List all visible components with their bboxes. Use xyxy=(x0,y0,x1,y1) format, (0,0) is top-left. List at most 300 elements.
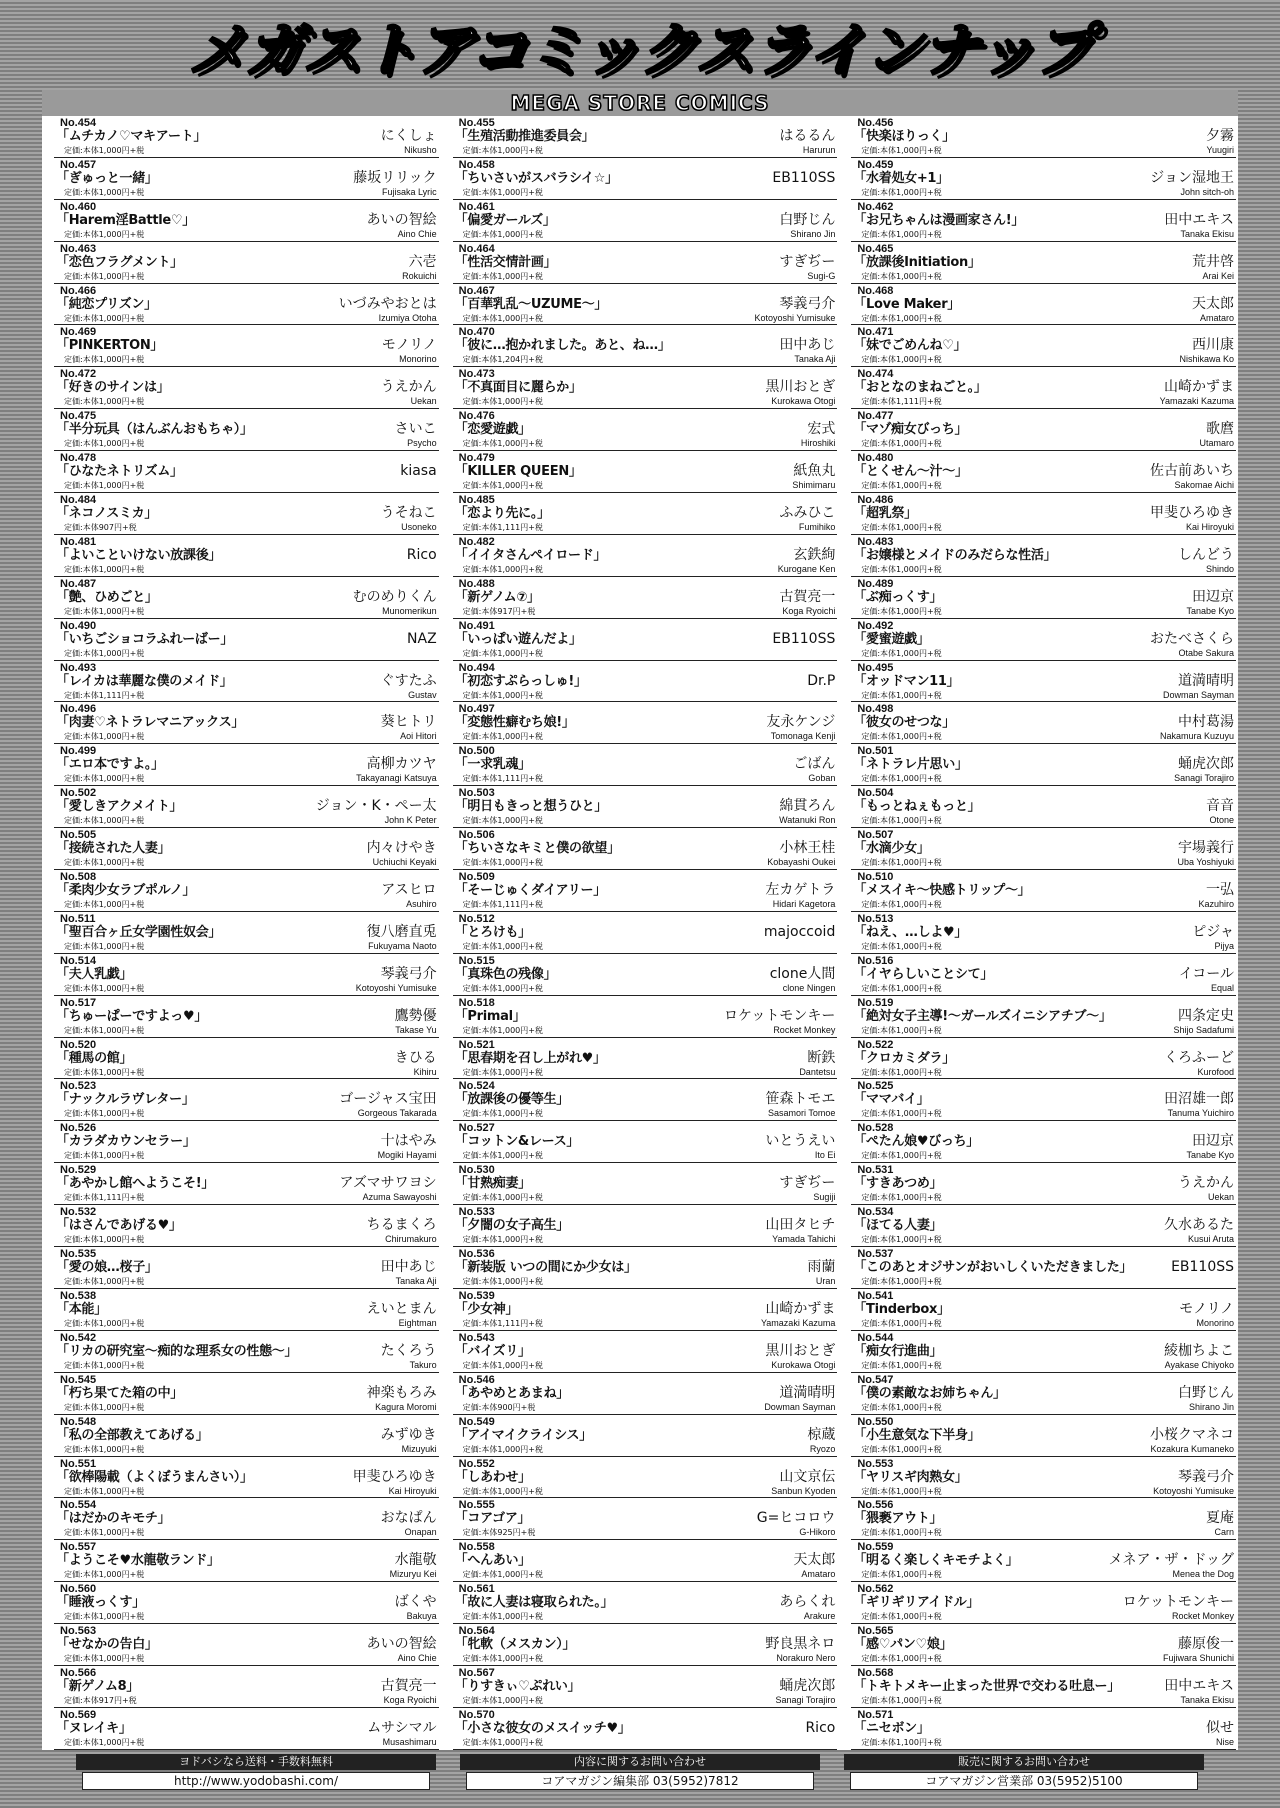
book-title: 「私の全部教えてあげる」 xyxy=(56,1427,209,1443)
book-entry xyxy=(54,1331,439,1373)
book-entry xyxy=(851,535,1236,577)
book-author: 夏庵 xyxy=(1206,1510,1235,1527)
book-author: 山崎かずま xyxy=(765,1300,836,1317)
book-author: きひる xyxy=(394,1049,437,1066)
book-entry xyxy=(453,242,838,284)
book-author-romaji: Yuugiri xyxy=(1206,145,1235,155)
book-author: ジョン・K・ペー太 xyxy=(315,798,437,815)
book-price: 定価:本体1,000円+税 xyxy=(64,1654,145,1664)
book-entry xyxy=(54,158,439,200)
book-price: 定価:本体1,000円+税 xyxy=(861,1109,942,1119)
book-author-romaji: Takase Yu xyxy=(395,1024,437,1035)
book-price: 定価:本体1,000円+税 xyxy=(861,187,942,197)
book-number: No.543 xyxy=(458,1331,495,1344)
book-entry xyxy=(851,619,1236,661)
book-author: 甲斐ひろゆき xyxy=(1150,505,1235,522)
book-number: No.460 xyxy=(60,200,97,213)
book-author: 鷹勢優 xyxy=(394,1007,437,1024)
book-price: 定価:本体1,000円+税 xyxy=(861,1151,942,1161)
book-entry xyxy=(453,1373,838,1415)
book-title: 「そーじゅくダイアリー」 xyxy=(454,883,606,899)
book-title: 「はさんであげる♥」 xyxy=(56,1218,182,1234)
book-title: 「純恋プリズン」 xyxy=(56,296,157,312)
book-author: 水龍敬 xyxy=(394,1552,437,1569)
book-author: くろふーど xyxy=(1164,1049,1235,1066)
book-author-romaji: Tanaka Ekisu xyxy=(1180,228,1235,239)
book-number: No.551 xyxy=(60,1457,97,1470)
book-entry xyxy=(851,1373,1236,1415)
book-author-romaji: Munomerikun xyxy=(382,605,437,616)
book-author-romaji: Sanagi Torajiro xyxy=(1174,773,1235,784)
book-price: 定価:本体1,000円+税 xyxy=(462,816,543,826)
book-author: たくろう xyxy=(380,1342,437,1359)
book-title: 「ようこそ♥水龍敬ランド」 xyxy=(56,1553,220,1569)
book-number: No.477 xyxy=(857,410,894,423)
book-title: 「オッドマン11」 xyxy=(853,673,960,689)
book-entry xyxy=(54,954,439,996)
book-number: No.516 xyxy=(857,954,894,967)
book-price: 定価:本体1,000円+税 xyxy=(462,983,543,993)
book-entry xyxy=(453,996,838,1038)
book-author-romaji: Gorgeous Takarada xyxy=(357,1108,437,1119)
book-title: 「イヤらしいことシて」 xyxy=(853,966,994,982)
book-price: 定価:本体1,000円+税 xyxy=(462,1360,543,1370)
book-title: 「はだかのキモチ」 xyxy=(56,1511,171,1527)
book-price: 定価:本体1,000円+税 xyxy=(64,439,145,449)
book-author-romaji: Sasamori Tomoe xyxy=(767,1108,836,1119)
book-author: 田中エキス xyxy=(1164,1677,1235,1694)
book-price: 定価:本体1,000円+税 xyxy=(861,146,942,155)
book-price: 定価:本体1,000円+税 xyxy=(462,732,543,742)
book-author-romaji: Equal xyxy=(1210,982,1235,993)
book-number: No.521 xyxy=(458,1038,495,1051)
book-title: 「へんあい」 xyxy=(454,1553,531,1569)
book-author: EB110SS xyxy=(1171,1259,1235,1276)
book-number: No.538 xyxy=(60,1289,97,1302)
book-author: あいの智絵 xyxy=(366,211,437,228)
book-title: 「バイズリ」 xyxy=(454,1343,531,1359)
book-author-romaji: Mogiki Hayami xyxy=(377,1150,437,1161)
book-author-romaji: Mizuryu Kei xyxy=(389,1569,437,1580)
book-entry xyxy=(453,158,838,200)
book-entry xyxy=(851,493,1236,535)
book-entry xyxy=(54,242,439,284)
book-author-romaji: Goban xyxy=(808,773,836,784)
book-entry xyxy=(54,409,439,451)
book-author: 中村葛湯 xyxy=(1178,714,1235,731)
book-author: 宇場義行 xyxy=(1178,840,1235,857)
book-price: 定価:本体1,000円+税 xyxy=(462,858,543,868)
book-number: No.474 xyxy=(857,368,894,381)
book-title: 「夕闇の女子高生」 xyxy=(454,1218,569,1234)
book-author-romaji: Otabe Sakura xyxy=(1178,647,1235,658)
book-price: 定価:本体1,000円+税 xyxy=(64,606,145,616)
book-author-romaji: Yamazaki Kazuma xyxy=(760,1317,836,1328)
book-title: 「夫人乳戯」 xyxy=(56,966,133,982)
book-title: 「エロ本ですよ。」 xyxy=(56,757,164,773)
book-number: No.473 xyxy=(458,368,495,381)
book-price: 定価:本体1,000円+税 xyxy=(861,313,942,323)
book-author: 宏式 xyxy=(807,421,836,438)
footer-url-link[interactable]: http://www.yodobashi.com/ xyxy=(82,1772,430,1790)
book-entry xyxy=(54,493,439,535)
book-price: 定価:本体1,111円+税 xyxy=(462,1318,543,1328)
book-number: No.471 xyxy=(857,326,894,339)
book-price: 定価:本体1,000円+税 xyxy=(861,1067,942,1077)
book-author: すぎぢー xyxy=(779,253,836,270)
book-price: 定価:本体1,000円+税 xyxy=(64,481,145,491)
book-title: 「トキトメキー止まった世界で交わる吐息ー」 xyxy=(853,1678,1120,1694)
book-price: 定価:本体1,000円+税 xyxy=(64,1360,145,1370)
book-number: No.545 xyxy=(60,1373,97,1386)
book-number: No.464 xyxy=(458,242,495,255)
book-title: 「牝軟（メスカン）」 xyxy=(454,1637,576,1653)
book-title: 「イイタさんペイロード」 xyxy=(454,547,607,563)
footer xyxy=(72,1754,1208,1794)
book-number: No.503 xyxy=(458,787,495,800)
book-author-romaji: Shirano Jin xyxy=(790,228,836,239)
book-price: 定価:本体1,000円+税 xyxy=(462,1486,543,1496)
book-title: 「僕の素敵なお姉ちゃん」 xyxy=(853,1385,1006,1401)
book-number: No.548 xyxy=(60,1415,97,1428)
book-entry xyxy=(54,1079,439,1121)
book-number: No.488 xyxy=(458,577,495,590)
book-entry xyxy=(54,1540,439,1582)
book-title: 「半分玩具（はんぶんおもちゃ）」 xyxy=(56,422,253,438)
book-entry xyxy=(453,1498,838,1540)
book-title: 「放課後Initiation」 xyxy=(853,254,981,270)
book-number: No.484 xyxy=(60,494,97,507)
book-price: 定価:本体1,000円+税 xyxy=(64,1277,145,1287)
book-author-romaji: Gustav xyxy=(408,689,437,700)
book-title: 「あやめとあまね」 xyxy=(454,1385,569,1401)
book-author-romaji: Rocket Monkey xyxy=(773,1024,836,1035)
book-author-romaji: Norakuro Nero xyxy=(776,1653,836,1664)
book-number: No.490 xyxy=(60,619,97,632)
book-entry xyxy=(851,1708,1236,1750)
book-title: 「お兄ちゃんは漫画家さん!」 xyxy=(853,212,1025,228)
book-price: 定価:本体1,000円+税 xyxy=(64,1528,145,1538)
book-author: EB110SS xyxy=(772,630,836,647)
book-author: 白野じん xyxy=(779,211,836,228)
book-author: モノリノ xyxy=(381,337,437,354)
book-entry xyxy=(453,912,838,954)
book-author: 雨蘭 xyxy=(807,1259,836,1276)
book-price: 定価:本体1,000円+税 xyxy=(462,146,543,155)
book-author-romaji: Utamaro xyxy=(1199,438,1235,449)
book-author: 神楽もろみ xyxy=(366,1384,437,1401)
book-title: 「本能」 xyxy=(56,1301,107,1317)
book-entry xyxy=(453,1247,838,1289)
book-price: 定価:本体1,000円+税 xyxy=(462,1612,543,1622)
book-author: 琴義弓介 xyxy=(1178,1468,1235,1485)
book-entry xyxy=(851,1666,1236,1708)
book-number: No.539 xyxy=(458,1289,495,1302)
book-price: 定価:本体1,000円+税 xyxy=(64,1109,145,1119)
book-title: 「いっぱい遊んだよ」 xyxy=(454,631,582,647)
book-number: No.563 xyxy=(60,1625,97,1638)
book-number: No.504 xyxy=(857,787,894,800)
book-author-romaji: Onapan xyxy=(404,1527,437,1538)
book-price: 定価:本体1,000円+税 xyxy=(462,1695,543,1705)
book-price: 定価:本体1,000円+税 xyxy=(861,606,942,616)
book-author-romaji: Eightman xyxy=(398,1317,437,1328)
book-number: No.507 xyxy=(857,829,894,842)
book-author-romaji: Hidari Kagetora xyxy=(772,899,836,910)
book-price: 定価:本体1,204円+税 xyxy=(462,355,543,365)
book-price: 定価:本体1,000円+税 xyxy=(462,941,543,951)
book-title: 「とくせん～汁～」 xyxy=(853,464,968,480)
book-number: No.492 xyxy=(857,619,894,632)
book-author: NAZ xyxy=(407,630,437,647)
book-number: No.547 xyxy=(857,1373,894,1386)
book-price: 定価:本体1,000円+税 xyxy=(64,397,145,407)
book-title: 「カラダカウンセラー」 xyxy=(56,1134,196,1150)
book-author-romaji: Tanaka Aji xyxy=(395,1276,437,1287)
book-title: 「あやかし館へようこそ!」 xyxy=(56,1176,215,1192)
book-author-romaji: Sanbun Kyoden xyxy=(771,1485,836,1496)
book-number: No.478 xyxy=(60,452,97,465)
book-author: うそねこ xyxy=(380,505,437,522)
book-author: 黒川おとぎ xyxy=(765,379,836,396)
book-entry xyxy=(453,409,838,451)
book-entry xyxy=(453,451,838,493)
book-entry xyxy=(851,200,1236,242)
book-author-romaji: Sakomae Aichi xyxy=(1174,480,1235,491)
book-entry xyxy=(453,1457,838,1499)
book-author: いづみやおとは xyxy=(338,295,437,312)
book-price: 定価:本体1,000円+税 xyxy=(462,1277,543,1287)
book-author: おたべさくら xyxy=(1150,630,1235,647)
book-title: 「Harem淫Battle♡」 xyxy=(56,212,195,228)
book-entry xyxy=(851,116,1236,158)
book-price: 定価:本体1,000円+税 xyxy=(861,1486,942,1496)
book-entry xyxy=(851,409,1236,451)
book-author-romaji: Musashimaru xyxy=(382,1736,437,1747)
book-price: 定価:本体1,000円+税 xyxy=(64,983,145,993)
book-number: No.513 xyxy=(857,912,894,925)
book-entry xyxy=(453,1163,838,1205)
book-title: 「明日もきっと想うひと」 xyxy=(454,799,608,815)
book-price: 定価:本体1,111円+税 xyxy=(462,900,543,910)
book-title: 「KILLER QUEEN」 xyxy=(454,464,582,480)
book-title: 「PINKERTON」 xyxy=(56,338,164,354)
book-entry xyxy=(851,1247,1236,1289)
book-author-romaji: Takuro xyxy=(409,1359,437,1370)
book-entry xyxy=(851,1498,1236,1540)
book-title: 「ぎゅっと一緒」 xyxy=(56,170,158,186)
book-author-romaji: Kotoyoshi Yumisuke xyxy=(1153,1485,1235,1496)
book-number: No.533 xyxy=(458,1206,495,1219)
footer-phone: コアマガジン営業部 03(5952)5100 xyxy=(850,1772,1198,1790)
book-title: 「ほてる人妻」 xyxy=(853,1218,943,1234)
book-author-romaji: Uba Yoshiyuki xyxy=(1177,857,1235,868)
book-price: 定価:本体1,000円+税 xyxy=(64,271,145,281)
book-author-romaji: Nikusho xyxy=(404,145,437,155)
book-author: EB110SS xyxy=(772,169,836,186)
book-number: No.494 xyxy=(458,661,495,674)
book-title: 「ギリギリアイドル」 xyxy=(853,1595,980,1611)
book-number: No.528 xyxy=(857,1122,894,1135)
book-entry xyxy=(851,1121,1236,1163)
footer-sales-contact xyxy=(840,1754,1208,1790)
book-title: 「水着処女+1」 xyxy=(853,170,949,186)
book-entry xyxy=(54,744,439,786)
book-title: 「ひなたネトリズム」 xyxy=(56,464,183,480)
book-entry xyxy=(54,116,439,158)
book-price: 定価:本体1,000円+税 xyxy=(861,900,942,910)
book-title: 「一求乳魂」 xyxy=(454,757,531,773)
book-author: Rico xyxy=(805,1719,836,1736)
book-number: No.534 xyxy=(857,1206,894,1219)
book-number: No.455 xyxy=(458,117,495,129)
book-price: 定価:本体1,000円+税 xyxy=(861,1318,942,1328)
book-price: 定価:本体1,000円+税 xyxy=(462,648,543,658)
book-entry xyxy=(851,1624,1236,1666)
book-author: 西川康 xyxy=(1192,337,1235,354)
book-author: 古賀亮一 xyxy=(380,1677,437,1694)
book-author: 野良黒ネロ xyxy=(765,1636,836,1653)
book-price: 定価:本体900円+税 xyxy=(462,1402,536,1412)
book-author: 高柳カツヤ xyxy=(366,756,437,773)
book-title: 「恋より先に。」 xyxy=(454,506,550,522)
book-title: 「もっとねぇもっと」 xyxy=(853,799,981,815)
book-entry xyxy=(453,367,838,409)
book-author-romaji: Asuhiro xyxy=(406,899,437,910)
book-author: 田辺京 xyxy=(1192,1133,1235,1150)
book-entry xyxy=(851,744,1236,786)
book-author: 天太郎 xyxy=(1192,295,1235,312)
book-price: 定価:本体1,000円+税 xyxy=(861,941,942,951)
book-number: No.497 xyxy=(458,703,495,716)
book-author-romaji: Tanaka Aji xyxy=(794,354,836,365)
book-author: ふみひこ xyxy=(779,505,836,522)
book-author-romaji: Monorino xyxy=(1196,1317,1235,1328)
book-number: No.546 xyxy=(458,1373,495,1386)
book-number: No.549 xyxy=(458,1415,495,1428)
book-price: 定価:本体1,000円+税 xyxy=(462,1151,543,1161)
book-title: 「愛の娘…桜子」 xyxy=(56,1260,158,1276)
book-number: No.500 xyxy=(458,745,495,758)
book-author: Rico xyxy=(406,546,437,563)
book-price: 定価:本体1,000円+税 xyxy=(462,690,543,700)
book-price: 定価:本体1,111円+税 xyxy=(462,774,543,784)
book-number: No.525 xyxy=(857,1080,894,1093)
book-price: 定価:本体1,000円+税 xyxy=(462,1444,543,1454)
book-entry xyxy=(54,367,439,409)
book-title: 「思春期を召し上がれ♥」 xyxy=(454,1050,606,1066)
book-author: 琴義弓介 xyxy=(380,965,437,982)
book-title: 「ナックルラヴレター」 xyxy=(56,1092,195,1108)
book-price: 定価:本体1,000円+税 xyxy=(861,983,942,993)
book-author-romaji: Dowman Sayman xyxy=(1162,689,1235,700)
book-title: 「ヤリスギ肉熟女」 xyxy=(853,1469,968,1485)
book-entry xyxy=(453,535,838,577)
book-entry xyxy=(851,786,1236,828)
book-entry xyxy=(54,1038,439,1080)
book-entry xyxy=(453,954,838,996)
book-author: メネア・ザ・ドッグ xyxy=(1108,1552,1235,1569)
book-author-romaji: Amataro xyxy=(1200,312,1235,323)
book-price: 定価:本体1,000円+税 xyxy=(64,732,145,742)
book-entry xyxy=(54,1415,439,1457)
book-author-romaji: Koga Ryoichi xyxy=(782,605,836,616)
book-entry xyxy=(851,954,1236,996)
book-entry xyxy=(54,535,439,577)
book-entry xyxy=(453,577,838,619)
book-number: No.483 xyxy=(857,535,894,548)
footer-label: ヨドバシなら送料・手数料無料 xyxy=(76,1754,436,1770)
book-entry xyxy=(54,200,439,242)
book-number: No.536 xyxy=(458,1248,495,1261)
book-number: No.505 xyxy=(60,829,97,842)
book-price: 定価:本体1,000円+税 xyxy=(861,1444,942,1454)
book-entry xyxy=(54,661,439,703)
book-entry xyxy=(54,1289,439,1331)
book-number: No.496 xyxy=(60,703,97,716)
book-number: No.523 xyxy=(60,1080,97,1093)
book-title: 「超乳祭」 xyxy=(853,506,917,522)
book-title: 「彼に…抱かれました。あと、ね…」 xyxy=(454,338,671,354)
book-author-romaji: Fujiwara Shunichi xyxy=(1162,1653,1235,1664)
book-number: No.526 xyxy=(60,1122,97,1135)
book-author: Dr.P xyxy=(807,672,836,689)
book-author-romaji: Sugiji xyxy=(813,1192,836,1203)
book-author-romaji: Kazuhiro xyxy=(1198,899,1235,910)
book-number: No.567 xyxy=(458,1666,495,1679)
book-author: 甲斐ひろゆき xyxy=(352,1468,437,1485)
book-author: うえかん xyxy=(1178,1175,1235,1192)
book-title: 「種馬の館」 xyxy=(56,1050,133,1066)
book-entry xyxy=(54,1373,439,1415)
book-author-romaji: Shirano Jin xyxy=(1188,1401,1235,1412)
book-author: ゴージャス宝田 xyxy=(339,1091,437,1108)
book-title: 「ムチカノ♡マキアート」 xyxy=(56,129,207,144)
book-price: 定価:本体917円+税 xyxy=(64,1695,137,1705)
book-entry xyxy=(54,451,439,493)
book-price: 定価:本体1,000円+税 xyxy=(64,564,145,574)
book-author: えいとまん xyxy=(366,1300,437,1317)
book-author: clone人間 xyxy=(769,965,836,982)
book-number: No.458 xyxy=(458,158,495,171)
book-number: No.527 xyxy=(458,1122,495,1135)
book-title: 「愛しきアクメイト」 xyxy=(56,799,183,815)
book-title: 「ヌレイキ」 xyxy=(56,1720,132,1736)
book-entry xyxy=(54,828,439,870)
book-price: 定価:本体1,000円+税 xyxy=(861,1654,942,1664)
book-number: No.531 xyxy=(857,1164,894,1177)
book-price: 定価:本体1,000円+税 xyxy=(64,1025,145,1035)
book-author: 夕霧 xyxy=(1206,128,1235,144)
book-price: 定価:本体1,000円+税 xyxy=(861,816,942,826)
book-price: 定価:本体1,000円+税 xyxy=(861,1402,942,1412)
book-entry xyxy=(453,284,838,326)
book-number: No.564 xyxy=(458,1625,495,1638)
book-entry xyxy=(851,1331,1236,1373)
book-title: 「マゾ痴女びっち」 xyxy=(853,422,968,438)
book-entry xyxy=(851,451,1236,493)
book-entry xyxy=(453,1624,838,1666)
book-entry xyxy=(851,367,1236,409)
book-price: 定価:本体1,000円+税 xyxy=(462,481,543,491)
book-price: 定価:本体1,000円+税 xyxy=(861,858,942,868)
book-number: No.542 xyxy=(60,1331,97,1344)
book-price: 定価:本体1,111円+税 xyxy=(861,397,942,407)
book-price: 定価:本体1,000円+税 xyxy=(861,1695,942,1705)
book-author: アスヒロ xyxy=(381,882,437,899)
book-price: 定価:本体1,000円+税 xyxy=(64,1737,145,1747)
book-price: 定価:本体1,000円+税 xyxy=(64,1402,145,1412)
